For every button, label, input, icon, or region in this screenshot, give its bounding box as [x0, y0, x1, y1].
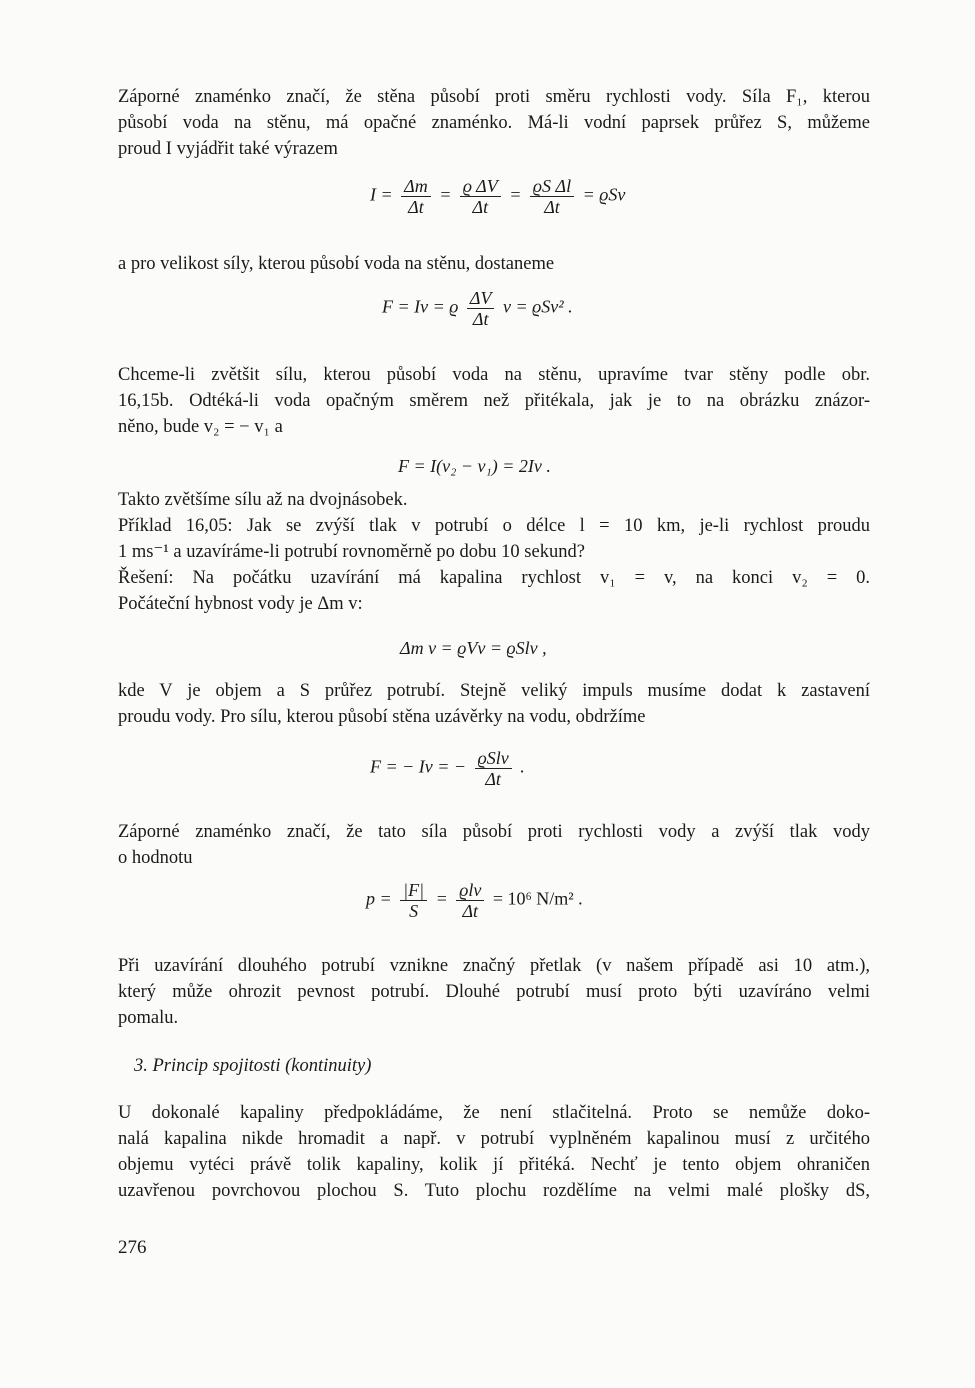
text-line: Takto zvětšíme sílu až na dvojnásobek. [118, 490, 408, 510]
section-heading: 3. Princip spojitosti (kontinuity) [134, 1056, 372, 1076]
equation-current: I = $\frac{\Delta m}{\Delta t}$ = $\frac{\text{ϱ ΔV}}{\Delta t}$ = $\frac{\text{ϱS Δl}}{\Delta t}$ = ϱSv [370, 176, 626, 217]
text-line: pomalu. [118, 1008, 179, 1028]
page-number: 276 [118, 1237, 147, 1258]
paragraph-5 [118, 678, 870, 730]
text-line: který může ohrozit pevnost potrubí. Dlouhé potrubí musí proto býti uzavíráno velmi [118, 982, 870, 1002]
text-line: působí voda na stěnu, má opačné znaménko. Má-li vodní paprsek průřez S, můžeme [118, 113, 870, 133]
text-line: 16,15b. Odtéká-li voda opačným směrem než přitékala, jak je to na obrázku znázor- [118, 391, 870, 411]
text-line: kde V je objem a S průřez potrubí. Stejně veliký impuls musíme dodat k zastavení [118, 681, 870, 701]
text-line: Při uzavírání dlouhého potrubí vznikne značný přetlak (v našem případě asi 10 atm.), [118, 956, 870, 976]
text-line: U dokonalé kapaliny předpokládáme, že není stlačitelná. Proto se nemůže doko- [118, 1103, 870, 1123]
text-line: o hodnotu [118, 848, 193, 868]
text-line: a pro velikost síly, kterou působí voda na stěnu, dostaneme [118, 254, 555, 274]
text-line: objemu vytéci právě tolik kapaliny, kolik jí přitéká. Nechť je tento objem ohraničen [118, 1155, 870, 1175]
equation-double-force: F = I(v₂ − v₁) = 2Iv . [398, 456, 551, 476]
text-line: Řešení: Na počátku uzavírání má kapalina rychlost v₁ = v, na konci v₂ = 0. [118, 568, 870, 588]
paragraph-8 [118, 1100, 870, 1204]
text-line: Chceme-li zvětšit sílu, kterou působí voda na stěnu, upravíme tvar stěny podle obr. [118, 365, 870, 385]
text-line: uzavřenou povrchovou plochou S. Tuto plochu rozdělíme na velmi malé plošky dS, [118, 1181, 870, 1201]
text-line: nalá kapalina nikde hromadit a např. v potrubí vyplněném kapalinou musí z určitého [118, 1129, 870, 1149]
text-line: proudu vody. Pro sílu, kterou působí stěna uzávěrky na vodu, obdržíme [118, 707, 646, 727]
paragraph-2 [118, 251, 870, 277]
text-line: 1 ms⁻¹ a uzavíráme-li potrubí rovnoměrně po dobu 10 sekund? [118, 542, 585, 562]
equation-force: F = Iv = ϱ $\frac{\Delta V}{\Delta t}$ v = ϱSv² . [382, 288, 573, 329]
equation-momentum: Δm v = ϱVv = ϱSlv , [400, 638, 547, 658]
paragraph-4 [118, 487, 870, 617]
text-line: Počáteční hybnost vody je Δm v: [118, 594, 363, 614]
paragraph-7 [118, 953, 870, 1031]
text-line: Příklad 16,05: Jak se zvýší tlak v potrubí o délce l = 10 km, je-li rychlost proudu [118, 516, 870, 536]
equation-wall-force: F = − Iv = − $\frac{\text{ϱSlv}}{\Delta t}$ . [370, 748, 525, 789]
text-line: proud I vyjádřit také výrazem [118, 139, 338, 159]
paragraph-3 [118, 362, 870, 440]
paragraph-1 [118, 84, 870, 162]
text-line: Záporné znaménko značí, že tato síla působí proti rychlosti vody a zvýší tlak vody [118, 822, 870, 842]
text-line: něno, bude v₂ = − v₁ a [118, 417, 283, 437]
paragraph-6 [118, 819, 870, 871]
equation-pressure: p = $\frac{|F|}{S}$ = $\frac{\text{ϱlv}}{\Delta t}$ = 10⁶ N/m² . [366, 880, 583, 921]
text-line: Záporné znaménko značí, že stěna působí proti směru rychlosti vody. Síla F₁, kterou [118, 87, 870, 107]
